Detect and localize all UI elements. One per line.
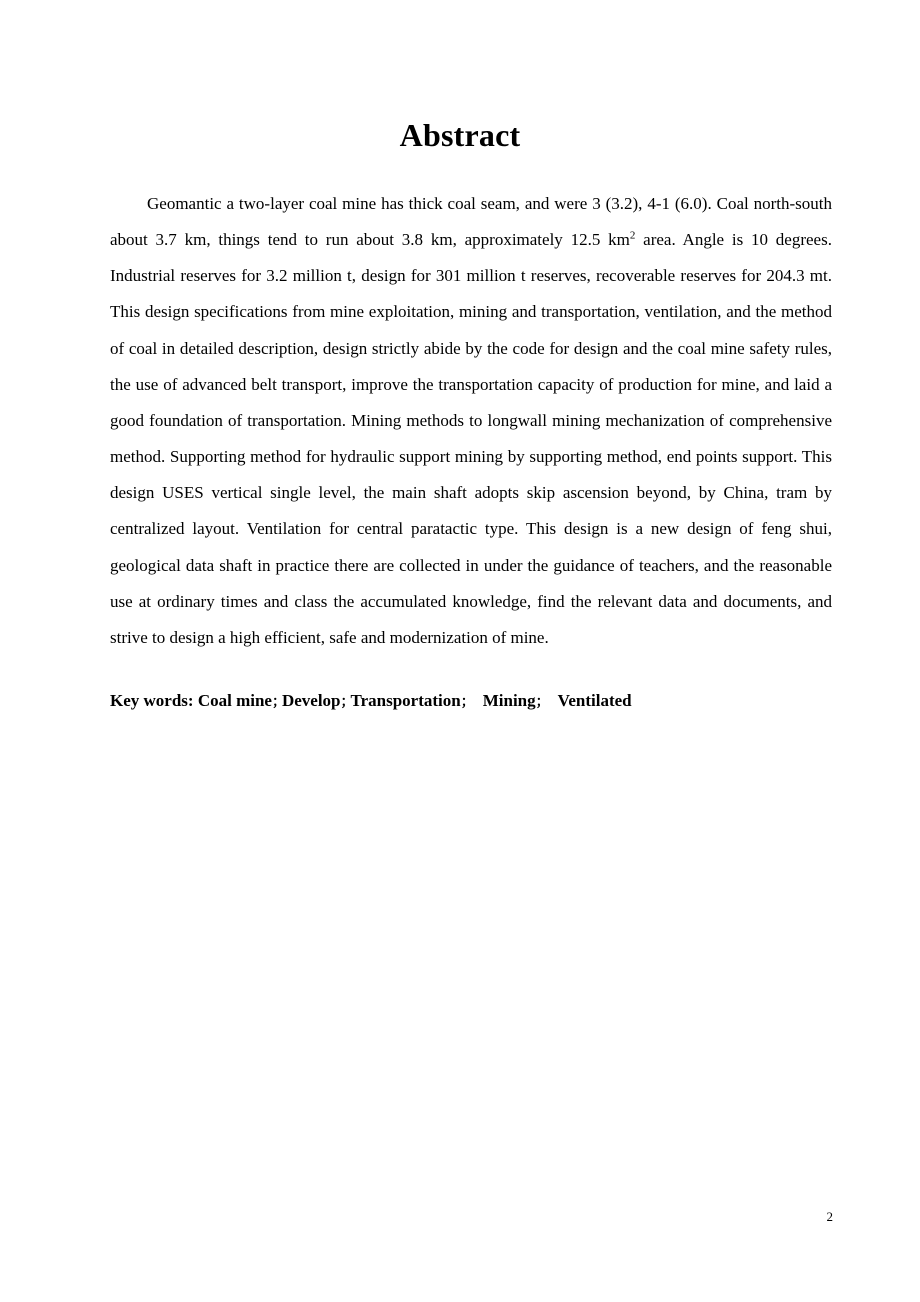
abstract-title: Abstract [399, 117, 521, 153]
abstract-text-part-1: Geomantic a two-layer coal mine has thick coal seam, and were 3 (3.2), 4-1 (6.0). Coal north-south about 3.7 km, things tend to run about 3.8 km, approximately 12.5 km [110, 194, 832, 250]
abstract-text-part-2: area. Angle is 10 degrees. Industrial reserves for 3.2 million t, design for 301 million t reserves, recoverable reserves for 204.3 mt. This design specifications from mine exploitation, mining and transportation, ventilation, and the method of coal in detailed description, design strictly abide by the code for design and the coal mine safety rules, the use of advanced belt transport, improve the transportation capacity of production for mine, and laid a good foundation of transportation. Mining methods to longwall mining mechanization of comprehensive method. Supporting method for hydraulic support mining by supporting method, end points support. This design USES vertical single level, the main shaft adopts skip ascension beyond, by China, tram by centralized layout. Ventilation for central paratactic type. This design is a new design of feng shui, geological data shaft in practice there are collected in under the guidance of teachers, and the reasonable use at ordinary times and class the accumulated knowledge, find the relevant data and documents, and strive to design a high efficient, safe and modernization of mine. [110, 230, 832, 647]
keyword-separator: ； [460, 694, 475, 710]
keyword-item: Transportation [350, 691, 461, 710]
keyword-separator: ； [340, 694, 355, 710]
keyword-separator: ； [271, 694, 286, 710]
keyword-item: Mining [482, 691, 536, 710]
keyword-item: Ventilated [557, 691, 632, 710]
area-unit-superscript: 2 [629, 229, 636, 242]
abstract-paragraph [110, 186, 832, 656]
keywords-line [110, 687, 832, 716]
keyword-item: Coal mine [197, 691, 272, 710]
keywords-label: Key words: [110, 691, 198, 710]
keyword-separator: ； [535, 694, 550, 710]
keyword-item: Develop [281, 691, 341, 710]
page-number: 2 [826, 1209, 833, 1224]
